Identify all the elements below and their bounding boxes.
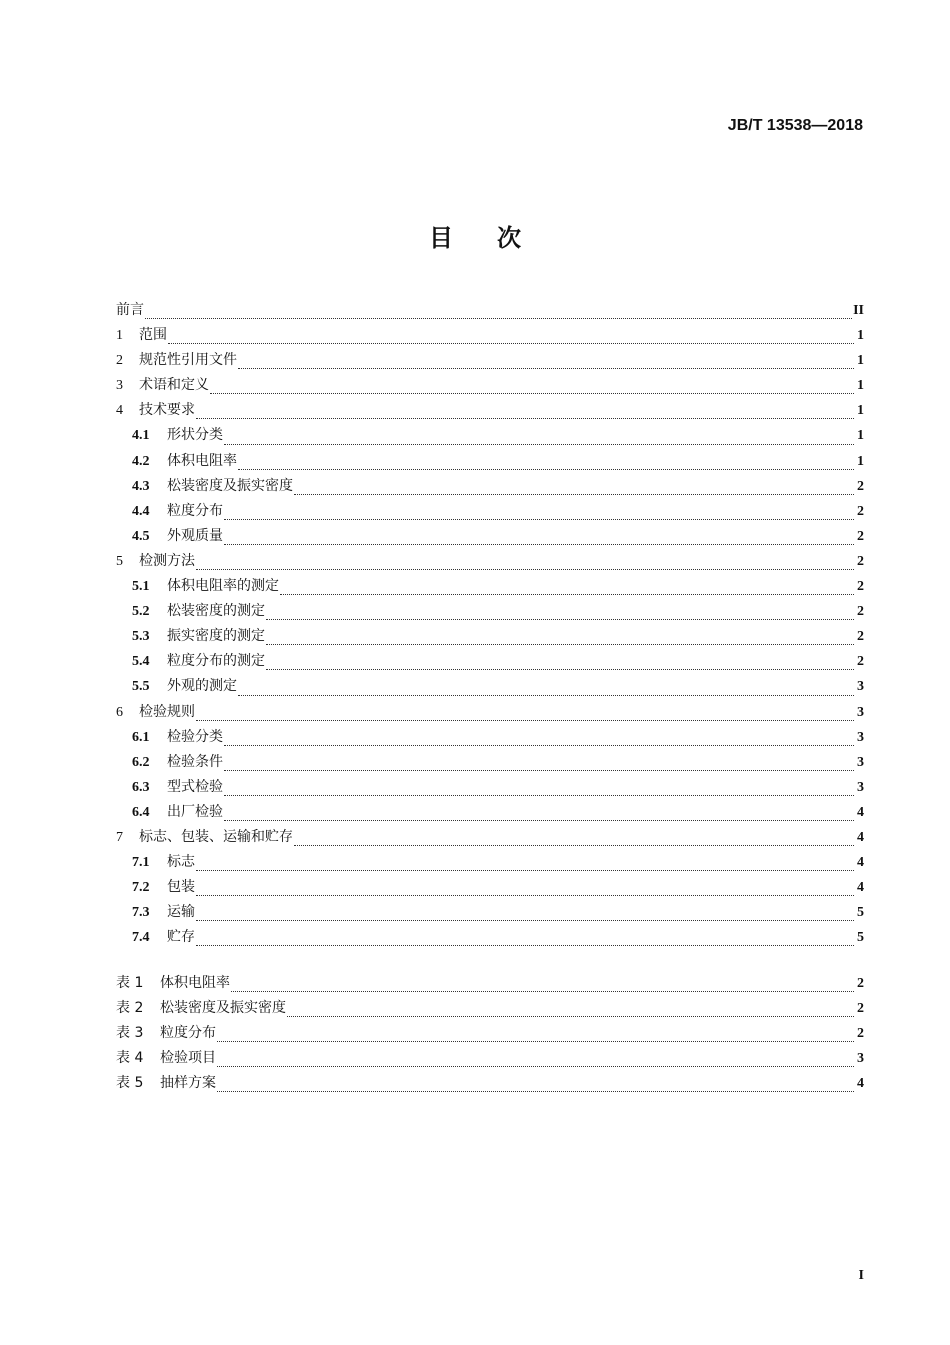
toc-subentry[interactable] [116,600,864,625]
toc-entry-page: 2 [857,478,864,494]
toc-entry[interactable] [116,324,864,349]
toc-entry-title: 体积电阻率 [167,452,237,469]
table-title: 体积电阻率 [160,975,230,991]
toc-subentry[interactable] [116,475,864,500]
toc-entry-number: 6 [116,704,123,720]
toc-entry-page: 1 [857,353,864,369]
toc-subentry[interactable] [116,500,864,525]
toc-entry-page: 2 [857,579,864,595]
toc-subentry[interactable] [116,926,864,951]
toc-subentry[interactable] [116,675,864,700]
dot-leader [280,593,854,595]
toc-entry[interactable] [116,374,864,399]
toc-entry-title: 规范性引用文件 [139,352,237,369]
table-entry[interactable] [116,997,864,1022]
toc-entry[interactable] [116,349,864,374]
toc-entry-page: 3 [857,754,864,770]
toc-entry-page: 2 [857,503,864,519]
toc-entry-title: 标志 [167,854,195,871]
toc-entry-number: 4.2 [132,453,150,469]
toc-entry-title: 范围 [139,327,167,344]
dot-leader [238,694,854,696]
table-number: 表 2 [116,1000,144,1017]
dot-leader [238,367,854,369]
dot-leader [145,317,852,319]
toc-subentry[interactable] [116,901,864,926]
page-title: 目次 [429,224,565,252]
dot-leader [224,443,854,445]
toc-entry-number: 5 [116,553,123,569]
toc-entry-page: II [853,303,864,318]
table-page: 4 [857,1076,864,1092]
toc-entry-page: 1 [857,403,864,419]
table-page: 2 [857,1026,864,1042]
toc-entry-title: 外观的测定 [167,678,237,695]
toc-entry-page: 4 [857,855,864,871]
toc-entry-title: 运输 [167,904,195,921]
dot-leader [217,1090,854,1092]
toc-entry-title: 松装密度及振实密度 [167,477,293,494]
toc-entry-number: 4 [116,403,123,419]
toc-entry-number: 3 [116,378,123,394]
toc-entry-title: 检验分类 [167,728,223,745]
toc-entry-number: 4.4 [132,503,150,519]
toc-entry-number: 4.1 [132,428,150,444]
toc-subentry[interactable] [116,450,864,475]
table-of-contents [116,299,864,951]
table-page: 3 [857,1051,864,1067]
dot-leader [168,342,854,344]
toc-subentry[interactable] [116,625,864,650]
toc-entry-number: 5.2 [132,604,150,620]
toc-entry-title: 体积电阻率的测定 [167,578,279,595]
toc-entry[interactable] [116,550,864,575]
toc-entry-number: 6.3 [132,779,150,795]
toc-entry-title: 松装密度的测定 [167,603,265,620]
toc-subentry[interactable] [116,424,864,449]
table-number: 表 1 [116,975,144,991]
toc-entry-title: 振实密度的测定 [167,628,265,645]
dot-leader [238,468,854,470]
toc-entry-title: 贮存 [167,929,195,946]
toc-entry-number: 2 [116,353,123,369]
table-entry[interactable] [116,972,864,997]
table-entry[interactable] [116,1072,864,1097]
dot-leader [196,869,854,871]
toc-entry-number: 5.1 [132,579,150,595]
table-title: 粒度分布 [160,1025,216,1042]
toc-entry-number: 4.3 [132,478,150,494]
toc-entry-page: 4 [857,804,864,820]
toc-entry-number: 7 [116,829,123,845]
toc-entry[interactable] [116,399,864,424]
toc-entry-number: 7.1 [132,855,150,871]
toc-subentry[interactable] [116,726,864,751]
toc-entry-title: 粒度分布 [167,502,223,519]
toc-entry-title: 检测方法 [139,552,195,569]
toc-entry-page: 2 [857,629,864,645]
toc-entry-page: 2 [857,553,864,569]
table-title: 松装密度及振实密度 [160,1000,286,1017]
toc-entry-foreword[interactable] [116,299,864,324]
dot-leader [224,794,854,796]
dot-leader [210,392,854,394]
toc-entry-number: 6.4 [132,804,150,820]
toc-entry[interactable] [116,701,864,726]
toc-entry-title: 术语和定义 [139,377,209,394]
table-entry[interactable] [116,1047,864,1072]
dot-leader [287,1015,854,1017]
dot-leader [217,1040,854,1042]
toc-entry-number: 4.5 [132,528,150,544]
dot-leader [196,568,854,570]
table-number: 表 5 [116,1075,144,1092]
dot-leader [196,719,854,721]
table-title: 检验项目 [160,1050,216,1067]
toc-entry-page: 4 [857,880,864,896]
toc-entry-page: 3 [857,729,864,745]
toc-entry-page: 4 [857,829,864,845]
toc-entry-page: 1 [857,378,864,394]
toc-entry-title: 检验条件 [167,753,223,770]
dot-leader [231,990,854,992]
list-of-tables [116,972,864,1097]
dot-leader [266,668,854,670]
toc-entry-number: 6.2 [132,754,150,770]
toc-subentry[interactable] [116,650,864,675]
toc-entry-title: 检验规则 [139,703,195,720]
toc-entry-number: 6.1 [132,729,150,745]
dot-leader [224,744,854,746]
table-number: 表 4 [116,1050,144,1067]
dot-leader [224,819,854,821]
toc-entry-title: 前言 [116,302,144,318]
dot-leader [196,944,854,946]
toc-subentry[interactable] [116,776,864,801]
toc-entry-title: 包装 [167,879,195,896]
table-title: 抽样方案 [160,1075,216,1092]
toc-entry-title: 外观质量 [167,527,223,544]
toc-entry-page: 1 [857,428,864,444]
toc-subentry[interactable] [116,851,864,876]
toc-entry-page: 1 [857,328,864,344]
toc-entry-title: 粒度分布的测定 [167,653,265,670]
toc-entry-page: 5 [857,930,864,946]
toc-entry-number: 5.4 [132,654,150,670]
toc-subentry[interactable] [116,876,864,901]
dot-leader [294,493,854,495]
toc-entry-page: 3 [857,679,864,695]
toc-entry-page: 1 [857,453,864,469]
toc-subentry[interactable] [116,751,864,776]
dot-leader [217,1065,854,1067]
toc-entry-page: 3 [857,704,864,720]
toc-entry-page: 2 [857,528,864,544]
dot-leader [196,417,854,419]
table-entry[interactable] [116,1022,864,1047]
toc-entry-title: 技术要求 [139,402,195,419]
toc-subentry[interactable] [116,801,864,826]
dot-leader [196,894,854,896]
toc-entry-page: 2 [857,604,864,620]
toc-subentry[interactable] [116,575,864,600]
dot-leader [196,919,854,921]
toc-entry-title: 型式检验 [167,778,223,795]
dot-leader [266,643,854,645]
toc-entry-number: 5.5 [132,679,150,695]
toc-entry-page: 3 [857,779,864,795]
dot-leader [266,618,854,620]
toc-entry-page: 5 [857,905,864,921]
standard-code: JB/T 13538—2018 [727,117,863,134]
toc-entry-title: 标志、包装、运输和贮存 [139,828,293,845]
dot-leader [224,769,854,771]
toc-entry-title: 形状分类 [167,427,223,444]
toc-subentry[interactable] [116,525,864,550]
toc-entry-title: 出厂检验 [167,803,223,820]
toc-entry-number: 1 [116,328,123,344]
toc-entry-number: 7.4 [132,930,150,946]
table-page: 2 [857,1001,864,1017]
table-number: 表 3 [116,1025,144,1042]
dot-leader [224,543,854,545]
table-page: 2 [857,976,864,991]
page-number: I [858,1268,864,1283]
dot-leader [224,518,854,520]
toc-entry-number: 5.3 [132,629,150,645]
toc-entry-number: 7.3 [132,905,150,921]
toc-entry-number: 7.2 [132,880,150,896]
dot-leader [294,844,854,846]
toc-entry[interactable] [116,826,864,851]
toc-entry-page: 2 [857,654,864,670]
